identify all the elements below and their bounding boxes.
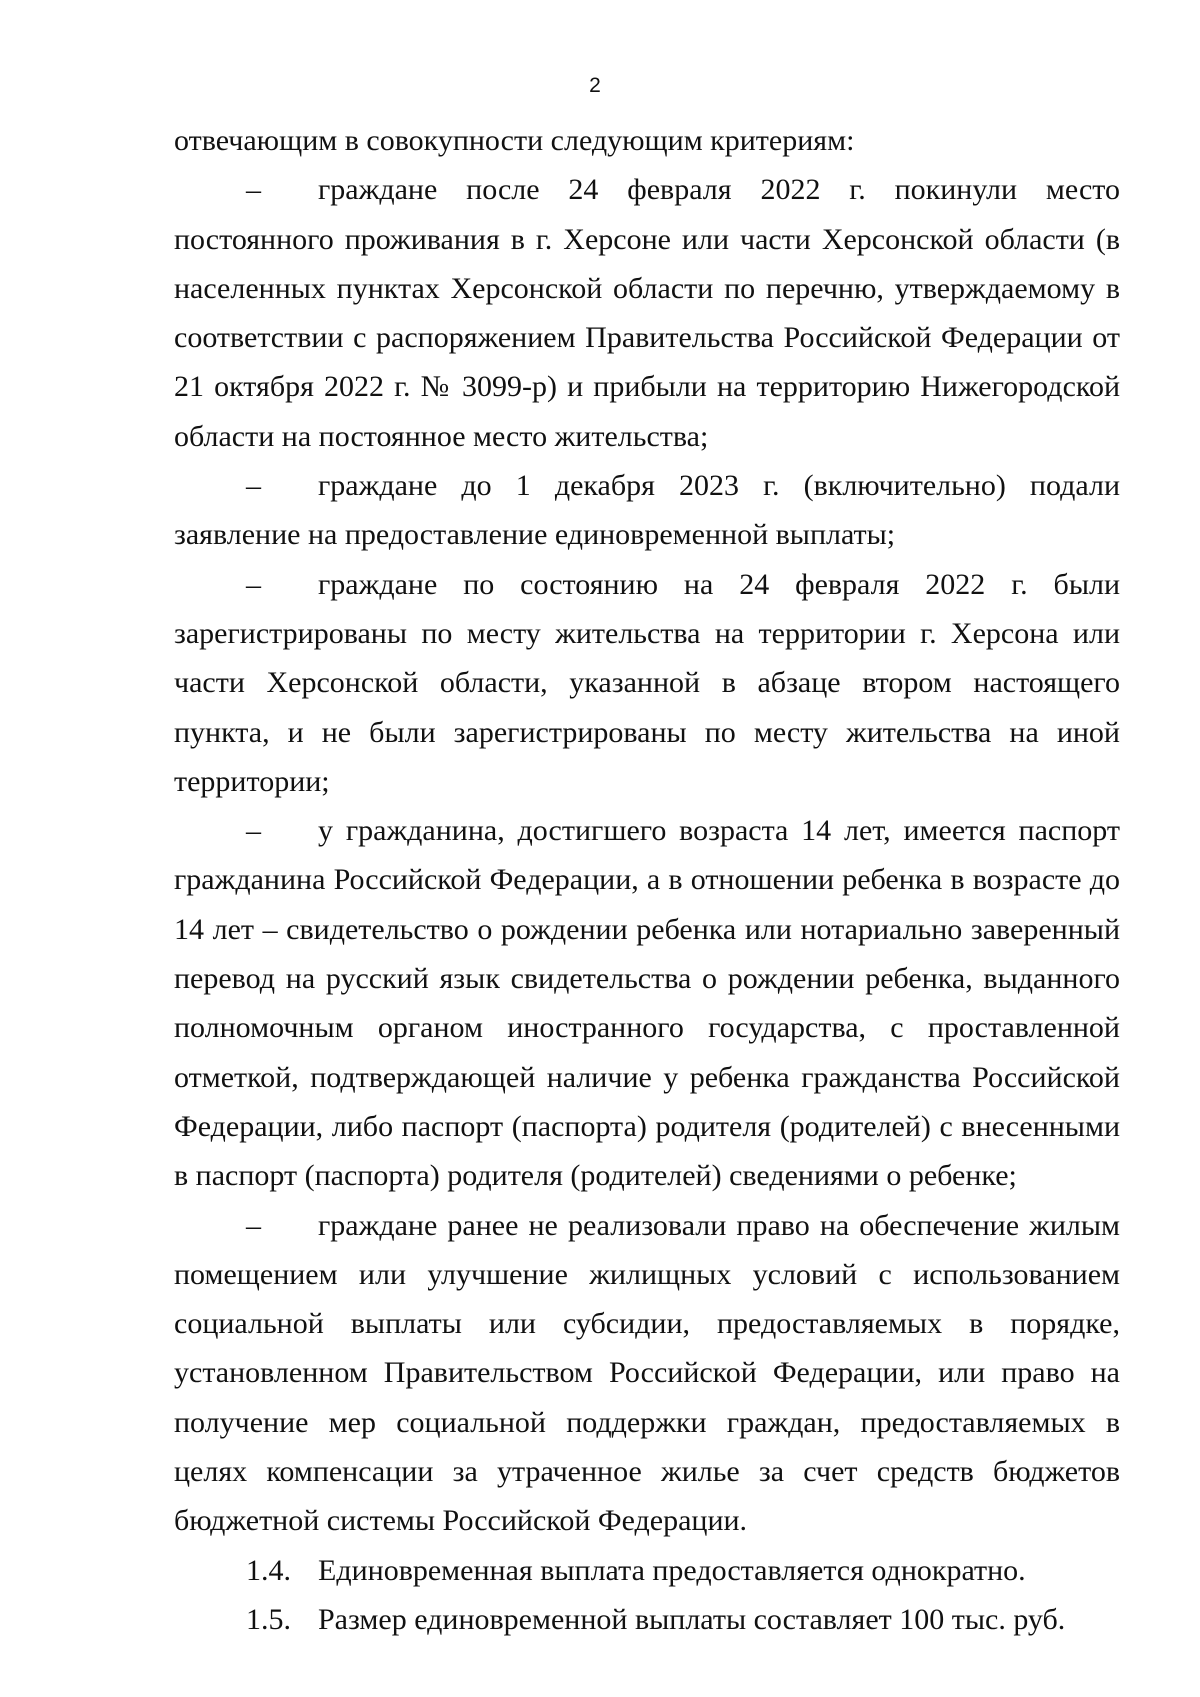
criterion-text: граждане до 1 декабря 2023 г. (включительно) подали заявление на предоставление единовременной выплаты; [174,469,1120,552]
criterion-paragraph [174,806,1120,1200]
dash-marker: – [246,567,261,601]
document-body [174,116,1120,1644]
item-number: 1.5. [246,1602,291,1636]
criterion-text: граждане по состоянию на 24 февраля 2022 г. были зарегистрированы по месту жительства на территории г. Херсона или части Херсонской области, указанной в абзаце втором настоящего пункта, и не были зарегистрированы по месту жительства на иной территории; [174,567,1120,798]
item-text: Размер единовременной выплаты составляет 100 тыс. руб. [318,1602,1066,1636]
page-number: 2 [589,74,601,97]
intro-paragraph: отвечающим в совокупности следующим критериям: [174,124,855,157]
criterion-paragraph [174,461,1120,560]
numbered-item-1-4 [174,1546,1120,1595]
criterion-text: граждане после 24 февраля 2022 г. покинули место постоянного проживания в г. Херсоне или части Херсонской области (в населенных пунктах Херсонской области по перечню, утверждаемому в соответствии с распоряжением Правительства Российской Федерации от 21 октября 2022 г. № 3099-р) и прибыли на территорию Нижегородской области на постоянное место жительства; [174,173,1120,453]
numbered-item-1-5 [174,1595,1120,1644]
criterion-text: граждане ранее не реализовали право на обеспечение жилым помещением или улучшение жилищных условий с использованием социальной выплаты или субсидии, предоставляемых в порядке, установленном Правительством Российской Федерации, или право на получение мер социальной поддержки граждан, предоставляемых в целях компенсации за утраченное жилье за счет средств бюджетов бюджетной системы Российской Федерации. [174,1208,1120,1538]
dash-marker: – [246,814,261,848]
dash-marker: – [246,173,261,207]
criterion-text: у гражданина, достигшего возраста 14 лет, имеется паспорт гражданина Российской Федерации, а в отношении ребенка в возрасте до 14 лет – свидетельство о рождении ребенка или нотариально заверенный перевод на русский язык свидетельства о рождении ребенка, выданного полномочным органом иностранного государства, с проставленной отметкой, подтверждающей наличие у ребенка гражданства Российской Федерации, либо паспорт (паспорта) родителя (родителей) с внесенными в паспорт (паспорта) родителя (родителей) сведениями о ребенке; [174,814,1120,1193]
dash-marker: – [246,469,261,503]
item-text: Единовременная выплата предоставляется однократно. [318,1553,1026,1587]
criterion-paragraph [174,165,1120,461]
item-number: 1.4. [246,1553,291,1587]
dash-marker: – [246,1208,261,1242]
criterion-paragraph [174,1201,1120,1546]
criterion-paragraph [174,560,1120,806]
